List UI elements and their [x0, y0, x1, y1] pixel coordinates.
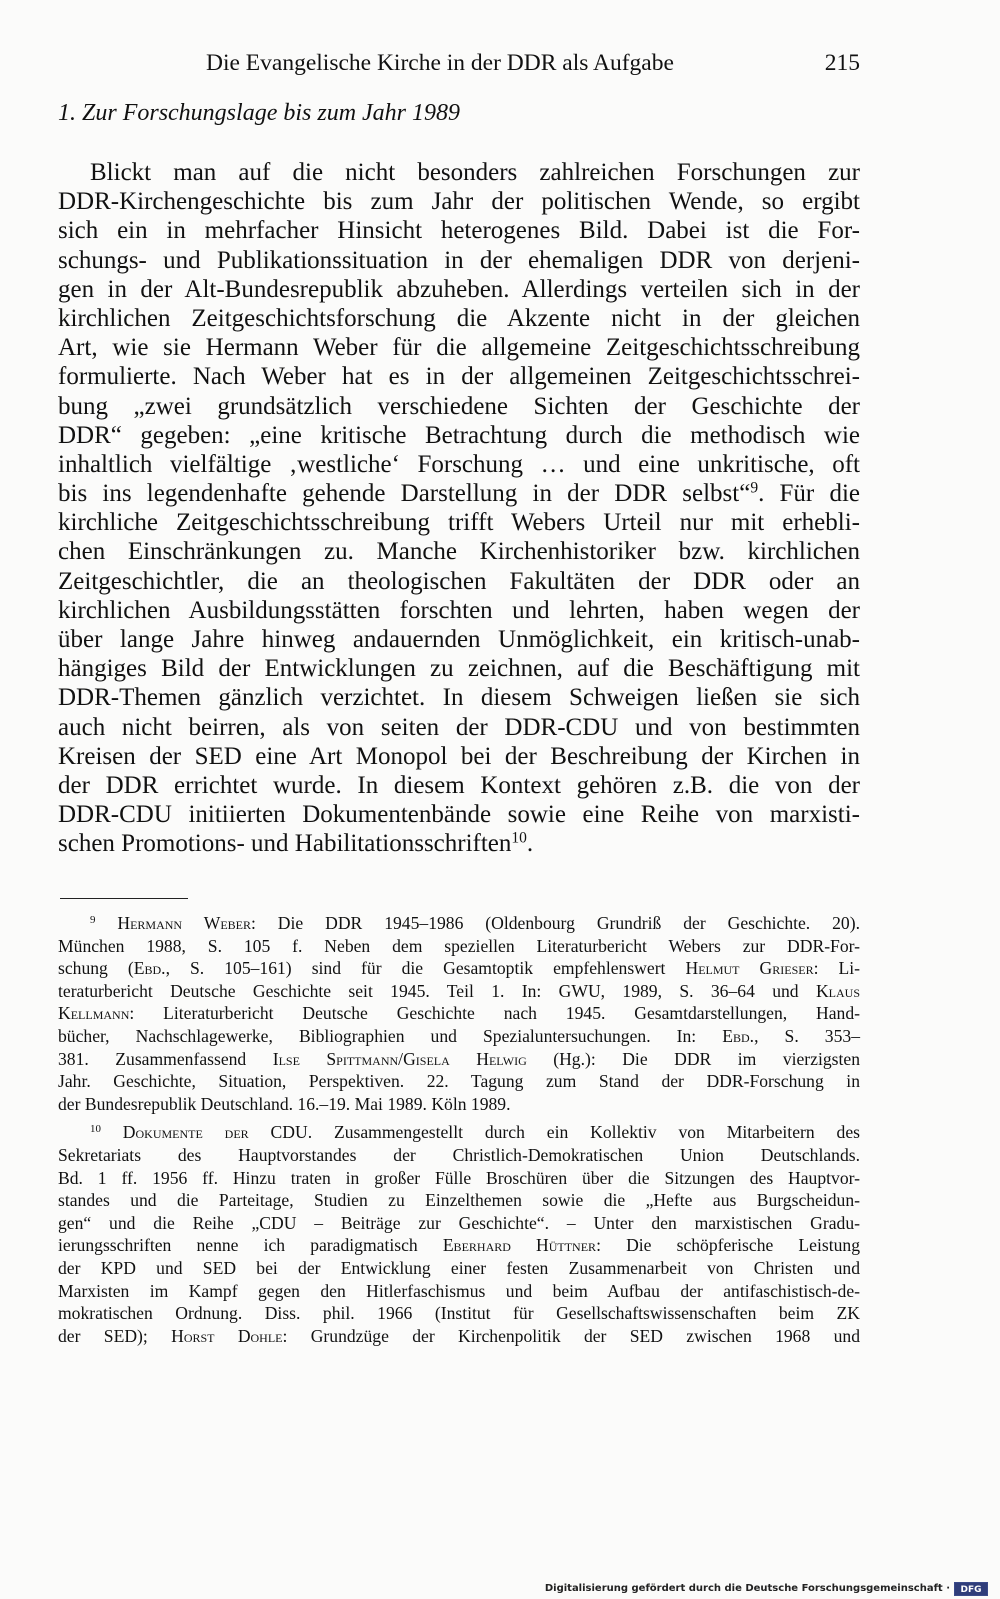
- footnote-10-line: standes und die Parteitage, Studien zu Einzelthemen sowie die „Hefte aus Burgscheidun-: [58, 1190, 860, 1211]
- footnote-author: Ilse Spittmann/Gisela Helwig: [272, 1048, 527, 1069]
- footnote-9-line: [58, 980, 860, 1003]
- footnote-9-line: [58, 912, 860, 935]
- footnote-10-line: Sekretariats des Hauptvorstandes der Christlich-Demokratischen Union Deutschlands.: [58, 1144, 860, 1165]
- dfg-logo: DFG: [954, 1582, 988, 1596]
- body-line: inhaltlich vielfältige ‚westliche‘ Forschung … und eine unkritische, oft: [58, 450, 860, 478]
- footnote-title: Dokumente der: [122, 1122, 249, 1143]
- footnote-separator: [60, 898, 188, 899]
- footnote-text: : Literaturbericht Deutsche Geschichte nach 1945. Gesamtdarstellungen, Hand-: [129, 1003, 860, 1024]
- footnote-text: : Die schöpferische Leistung: [596, 1235, 861, 1256]
- footnote-ref-9[interactable]: 9: [750, 479, 759, 497]
- footnote-9-line: München 1988, S. 105 f. Neben dem speziellen Literaturbericht Webers zur DDR-For-: [58, 935, 860, 956]
- footnote-ebd: Ebd.: [722, 1025, 755, 1046]
- footnote-9-line: [58, 1048, 860, 1071]
- footnote-text: ierungsschriften nenne ich paradigmatisch: [58, 1235, 443, 1256]
- footnote-10-line: [58, 1234, 860, 1257]
- body-line: auch nicht beirren, als von seiten der DDR-CDU und von bestimmten: [58, 713, 860, 741]
- body-line: DDR“ gegeben: „eine kritische Betrachtung durch die methodisch wie: [58, 421, 860, 449]
- footnote-text: : Li-: [813, 958, 861, 979]
- body-line: Blickt man auf die nicht besonders zahlreichen Forschungen zur: [90, 159, 860, 186]
- body-line: DDR-Themen gänzlich verzichtet. In diesem Schweigen ließen sie sich: [58, 684, 860, 712]
- footnote-text: teraturbericht Deutsche Geschichte seit 1945. Teil 1. In: GWU, 1989, S. 36–64 und: [58, 980, 816, 1001]
- footnote-ref-10[interactable]: 10: [511, 829, 527, 847]
- footnote-text: (Hg.): Die DDR im vierzigsten: [526, 1048, 861, 1069]
- footnote-9-line: [58, 1025, 860, 1048]
- body-line: kirchlichen Zeitgeschichtsforschung die Akzente nicht in der gleichen: [58, 304, 860, 332]
- body-paragraph: [58, 158, 860, 859]
- footnote-10-line: der KPD und SED bei der Entwicklung einer festen Zusammenarbeit von Christen und: [58, 1257, 860, 1278]
- running-header: [206, 46, 860, 80]
- footnote-author: Helmut Grieser: [685, 958, 814, 979]
- footnote-author: Eberhard Hüttner: [442, 1235, 597, 1256]
- footnote-text: schung (: [58, 958, 134, 979]
- body-line: formulierte. Nach Weber hat es in der allgemeinen Zeitgeschichtsschrei-: [58, 363, 860, 391]
- footnote-text: 381. Zusammenfassend: [58, 1048, 273, 1069]
- body-line: der DDR errichtet wurde. In diesem Kontext gehören z.B. die von der: [58, 771, 860, 799]
- body-line-text: bis ins legendenhafte gehende Darstellung in der DDR selbst“: [58, 480, 751, 508]
- body-line: schungs- und Publikationssituation in der ehemaligen DDR von derjeni-: [58, 246, 860, 274]
- digitization-credit: Digitalisierung gefördert durch die Deutsche Forschungsgemeinschaft ·: [544, 1583, 950, 1594]
- body-line: DDR-CDU initiierten Dokumentenbände sowie eine Reihe von marxisti-: [58, 801, 860, 829]
- body-line: hängiges Bild der Entwicklungen zu zeichnen, auf die Beschäftigung mit: [58, 655, 860, 683]
- footnote-text: : Die DDR 1945–1986 (Oldenbourg Grundriß der Geschichte. 20).: [250, 913, 860, 933]
- body-line: kirchliche Zeitgeschichtsschreibung trifft Webers Urteil nur mit erhebli-: [58, 509, 860, 537]
- footnote-10-line: mokratischen Ordnung. Diss. phil. 1966 (Institut für Gesellschaftswissenschaften beim ZK: [58, 1303, 860, 1324]
- footnote-number-9: 9: [90, 914, 96, 926]
- body-line: Zeitgeschichtler, die an theologischen Fakultäten der DDR oder an: [58, 567, 860, 595]
- footnote-9-line: Jahr. Geschichte, Situation, Perspektiven. 22. Tagung zum Stand der DDR-Forschung in: [58, 1071, 860, 1092]
- body-line: sich ein in mehrfacher Hinsicht heterogenes Bild. Dabei ist die For-: [58, 217, 860, 245]
- footnote-10-line: [58, 1121, 860, 1144]
- body-line: bung „zwei grundsätzlich verschiedene Sichten der Geschichte der: [58, 392, 860, 420]
- running-title: Die Evangelische Kirche in der DDR als Aufgabe: [206, 50, 674, 76]
- footnote-text: bücher, Nachschlagewerke, Bibliographien und Spezialuntersuchungen. In:: [58, 1025, 723, 1046]
- body-line: chen Einschränkungen zu. Manche Kirchenhistoriker bzw. kirchlichen: [58, 538, 860, 566]
- footnotes: [58, 912, 860, 1347]
- footnote-ebd: Ebd.: [133, 958, 166, 979]
- footnote-author: Hermann Weber: [117, 913, 251, 933]
- footnote-number-10: 10: [90, 1123, 101, 1136]
- body-line-text: schen Promotions- und Habilitationsschriften: [58, 830, 512, 858]
- body-line: [58, 829, 860, 858]
- footnote-text: , S. 105–161) sind für die Gesamtoptik empfehlenswert: [165, 958, 686, 979]
- footnote-text: der SED);: [58, 1325, 172, 1346]
- footnote-9-line: [58, 957, 860, 980]
- footnote-10-line: Bd. 1 ff. 1956 ff. Hinzu traten in großer Fülle Broschüren über die Sitzungen des Hauptvor-: [58, 1167, 860, 1188]
- footnote-9-line: [58, 1002, 860, 1025]
- footnote-text: : Grundzüge der Kirchenpolitik der SED zwischen 1968 und: [282, 1325, 860, 1346]
- body-line-tail: .: [526, 830, 534, 858]
- body-line: gen in der Alt-Bundesrepublik abzuheben. Allerdings verteilen sich in der: [58, 275, 860, 303]
- body-line-tail: . Für die: [758, 480, 860, 508]
- footnote-text: , S. 353–: [754, 1025, 860, 1046]
- footnote-author: Horst Dohle: [171, 1325, 283, 1346]
- page-number: 215: [824, 50, 860, 76]
- footnote-author: Klaus: [815, 980, 860, 1001]
- section-title: 1. Zur Forschungslage bis zum Jahr 1989: [58, 100, 461, 126]
- footnote-9-line: der Bundesrepublik Deutschland. 16.–19. Mai 1989. Köln 1989.: [58, 1093, 511, 1114]
- footnote-author: Kellmann: [58, 1003, 130, 1024]
- body-line: über lange Jahre hinweg andauernden Unmöglichkeit, ein kritisch-unab-: [58, 626, 860, 653]
- footnote-text: CDU. Zusammengestellt durch ein Kollektiv von Mitarbeitern des: [248, 1122, 860, 1143]
- body-line: kirchlichen Ausbildungsstätten forschten und lehrten, haben wegen der: [58, 596, 860, 624]
- body-line: DDR-Kirchengeschichte bis zum Jahr der politischen Wende, so ergibt: [58, 188, 860, 216]
- body-line: [58, 479, 860, 508]
- footnote-10-line: Marxisten im Kampf gegen den Hitlerfaschismus und beim Aufbau der antifaschistisch-de-: [58, 1280, 860, 1301]
- body-line: Art, wie sie Hermann Weber für die allgemeine Zeitgeschichtsschreibung: [58, 334, 860, 362]
- footnote-10-line: [58, 1325, 860, 1348]
- footnote-10-line: gen“ und die Reihe „CDU – Beiträge zur Geschichte“. – Unter den marxistischen Gradu-: [58, 1212, 860, 1233]
- body-line: Kreisen der SED eine Art Monopol bei der Beschreibung der Kirchen in: [58, 742, 860, 770]
